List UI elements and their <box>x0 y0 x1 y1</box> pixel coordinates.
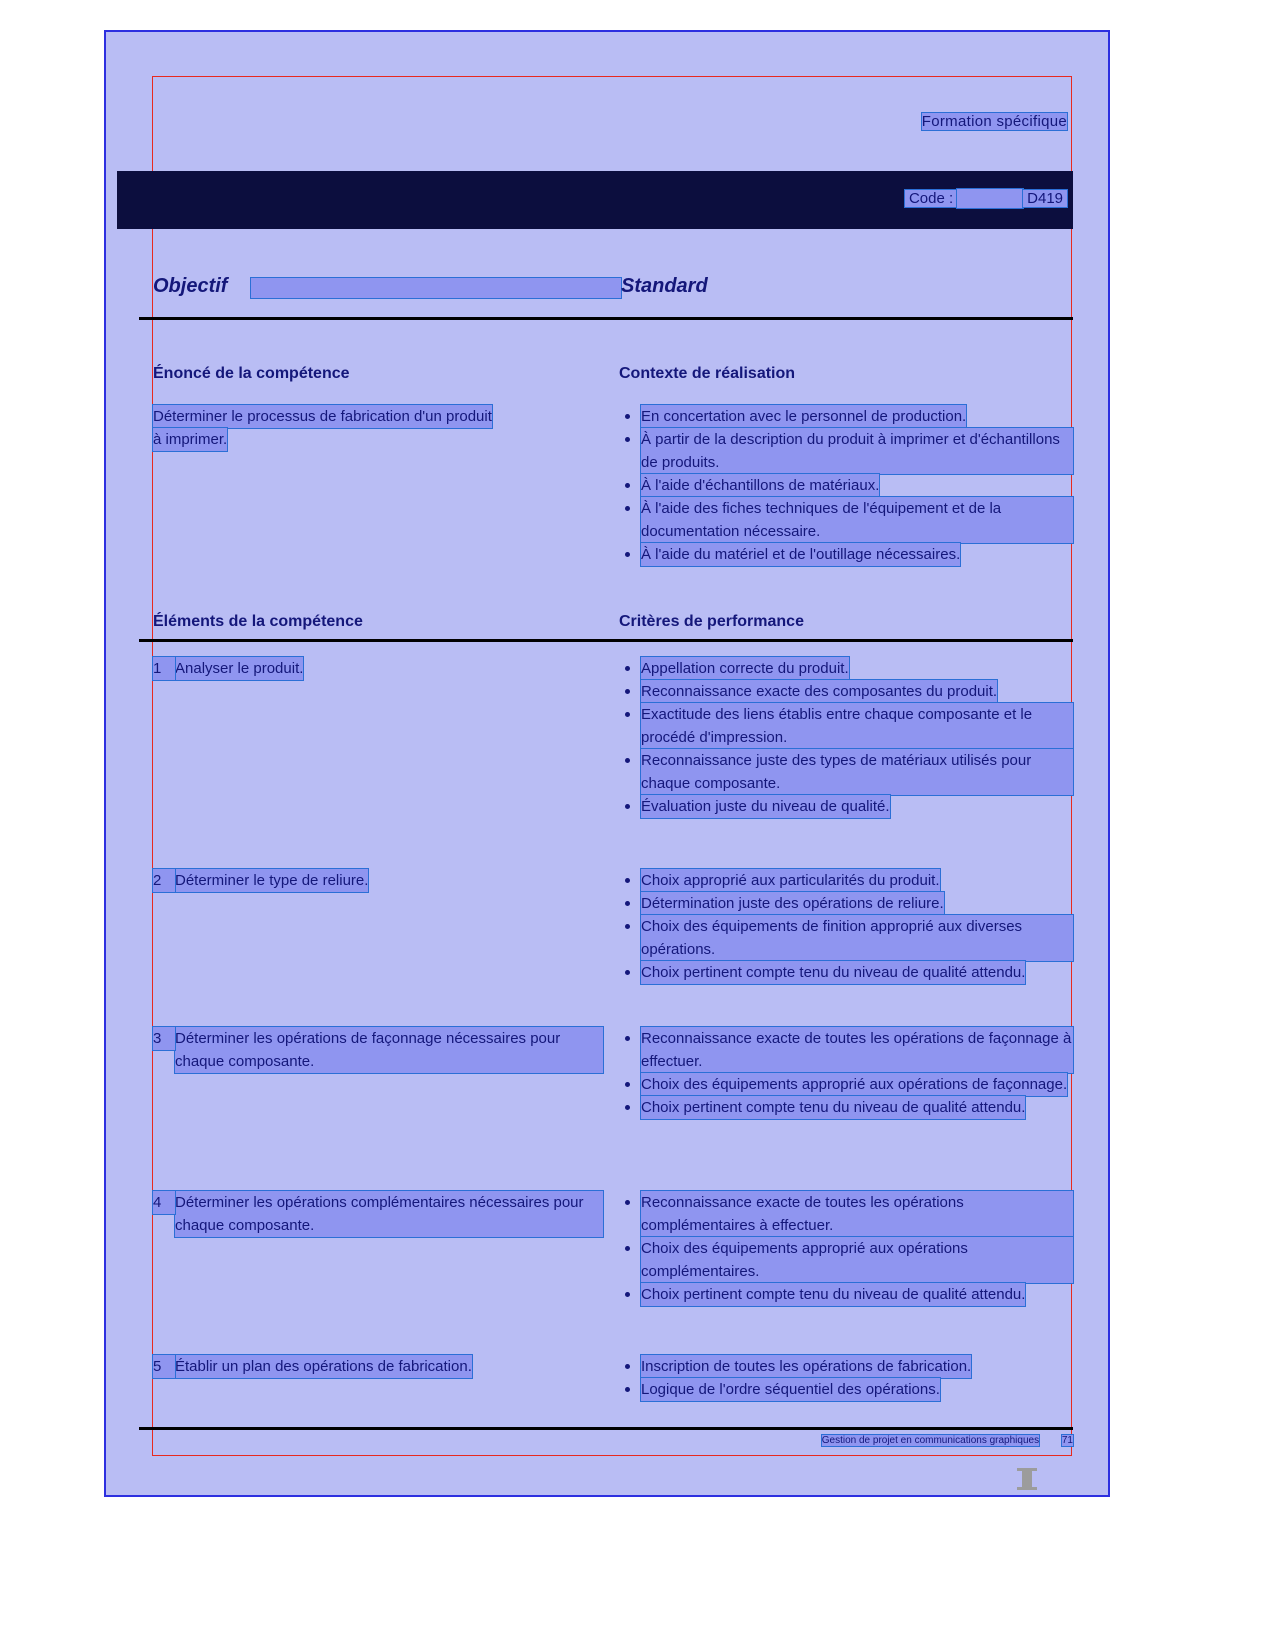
list-item: À l'aide du matériel et de l'outillage nécessaires. <box>619 543 1073 566</box>
list-item: Logique de l'ordre séquentiel des opérations. <box>619 1378 1073 1401</box>
list-item: Choix des équipements approprié aux opérations de façonnage. <box>619 1073 1073 1096</box>
rule-top <box>139 317 1073 320</box>
list-item: Inscription de toutes les opérations de fabrication. <box>619 1355 1073 1378</box>
enonce-line-2: à imprimer. <box>153 428 227 451</box>
list-item: Reconnaissance exacte des composantes du produit. <box>619 680 1073 703</box>
contexte-bullets <box>619 405 1073 566</box>
contexte-heading: Contexte de réalisation <box>619 365 796 382</box>
footer-title: Gestion de projet en communications graphiques <box>821 1435 1040 1446</box>
list-item: En concertation avec le personnel de production. <box>619 405 1073 428</box>
list-item: À partir de la description du produit à imprimer et d'échantillons de produits. <box>619 428 1073 474</box>
list-item: Choix pertinent compte tenu du niveau de qualité attendu. <box>619 1283 1073 1306</box>
list-item: Détermination juste des opérations de reliure. <box>619 892 1073 915</box>
page-footer <box>693 1435 1073 1446</box>
document-page <box>104 30 1110 1497</box>
rule-middle <box>139 639 1073 642</box>
formation-header <box>922 113 1067 130</box>
element-5-label <box>153 1355 603 1378</box>
objectif-heading: Objectif <box>153 275 228 297</box>
list-item: Choix pertinent compte tenu du niveau de qualité attendu. <box>619 961 1073 984</box>
element-2-label <box>153 869 603 892</box>
list-item: Reconnaissance exacte de toutes les opérations de façonnage à effectuer. <box>619 1027 1073 1073</box>
criteres-heading: Critères de performance <box>619 613 804 630</box>
table-row: 2 Déterminer le type de reliure. <box>153 869 603 892</box>
content-frame <box>152 76 1072 1456</box>
list-item: Reconnaissance exacte de toutes les opérations complémentaires à effectuer. <box>619 1191 1073 1237</box>
standard-heading: Standard <box>621 275 708 297</box>
table-row: 4 Déterminer les opérations complémentaires nécessaires pour chaque composante. <box>153 1191 603 1237</box>
element-5-criteres <box>619 1355 1073 1401</box>
table-row: 5 Établir un plan des opérations de fabrication. <box>153 1355 603 1378</box>
objectif-standard-row <box>153 275 1073 309</box>
formation-label: Formation spécifique <box>921 113 1067 130</box>
list-item: À l'aide des fiches techniques de l'équipement et de la documentation nécessaire. <box>619 497 1073 543</box>
list-item: À l'aide d'échantillons de matériaux. <box>619 474 1073 497</box>
text-cursor <box>1022 1468 1032 1490</box>
table-row: 3 Déterminer les opérations de façonnage nécessaires pour chaque composante. <box>153 1027 603 1073</box>
code-value: D419 <box>1023 190 1067 207</box>
table-row: 1 Analyser le produit. <box>153 657 603 680</box>
list-item: Appellation correcte du produit. <box>619 657 1073 680</box>
element-1-criteres <box>619 657 1073 818</box>
element-1-label <box>153 657 603 680</box>
code-spacer <box>957 189 1023 208</box>
objectif-fill <box>251 278 621 298</box>
element-3-label <box>153 1027 603 1073</box>
rule-bottom <box>139 1427 1073 1430</box>
code-label: Code : <box>905 190 957 207</box>
element-2-criteres <box>619 869 1073 984</box>
list-item: Choix des équipements approprié aux opérations complémentaires. <box>619 1237 1073 1283</box>
page-number: 71 <box>1061 1435 1073 1446</box>
element-4-label <box>153 1191 603 1237</box>
element-3-criteres <box>619 1027 1073 1119</box>
list-item: Choix approprié aux particularités du produit. <box>619 869 1073 892</box>
element-4-criteres <box>619 1191 1073 1306</box>
list-item: Reconnaissance juste des types de matériaux utilisés pour chaque composante. <box>619 749 1073 795</box>
list-item: Exactitude des liens établis entre chaque composante et le procédé d'impression. <box>619 703 1073 749</box>
code-block <box>905 189 1067 208</box>
enonce-heading: Énoncé de la compétence <box>153 365 350 382</box>
enonce-text <box>153 405 603 451</box>
list-item: Choix des équipements de finition approprié aux diverses opérations. <box>619 915 1073 961</box>
list-item: Évaluation juste du niveau de qualité. <box>619 795 1073 818</box>
list-item: Choix pertinent compte tenu du niveau de qualité attendu. <box>619 1096 1073 1119</box>
enonce-line-1: Déterminer le processus de fabrication d'un produit <box>153 405 492 428</box>
elements-heading: Éléments de la compétence <box>153 613 363 630</box>
contexte-list <box>619 405 1073 566</box>
